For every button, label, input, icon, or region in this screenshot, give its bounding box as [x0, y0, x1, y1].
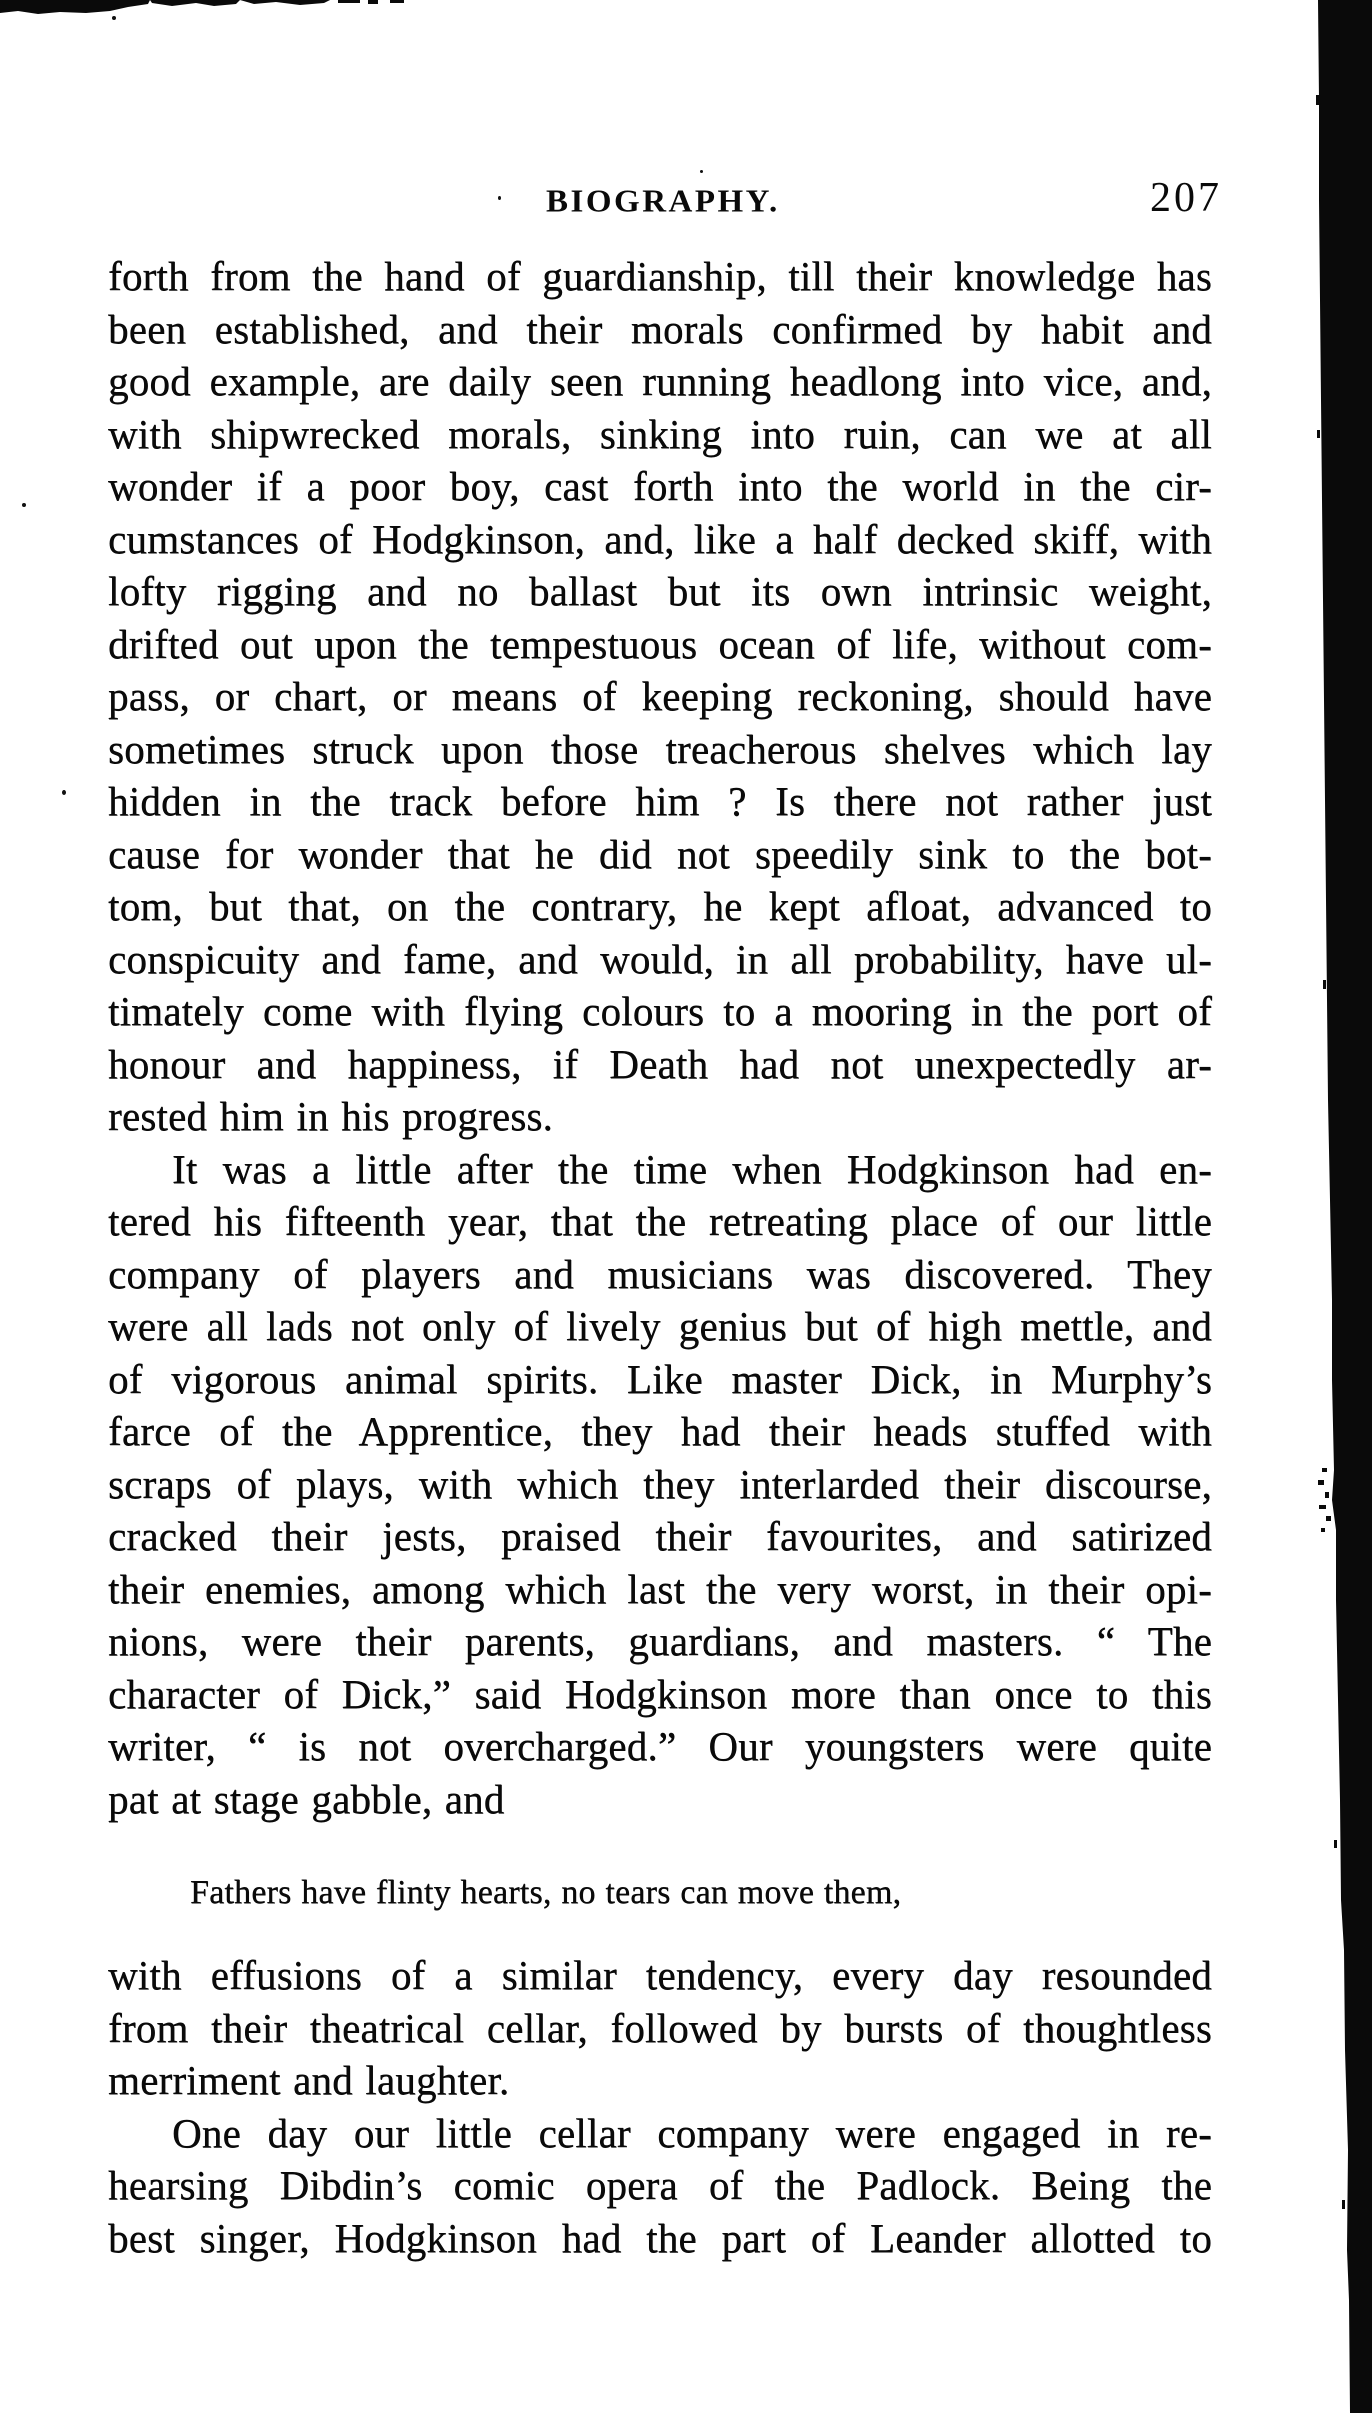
text-line: with effusions of a similar tendency, every day resounded [108, 1952, 1212, 1998]
text-line: best singer, Hodgkinson had the part of Leander allotted to [108, 2214, 1212, 2261]
scan-speckle [498, 196, 501, 200]
text-line: writer, “ is not overcharged.” Our youngsters were quite [108, 1723, 1212, 1769]
text-line: conspicuity and fame, and would, in all probability, have ul- [108, 935, 1212, 982]
text-line: It was a little after the time when Hodgkinson had en- [172, 1145, 1212, 1192]
text-line: tered his fifteenth year, that the retreating place of our little [108, 1198, 1212, 1244]
text-line: of vigorous animal spirits. Like master Dick, in Murphy’s [108, 1355, 1212, 1402]
text-line: hearsing Dibdin’s comic opera of the Padlock. Being the [108, 2162, 1212, 2208]
text-line: cumstances of Hodgkinson, and, like a half decked skiff, with [108, 515, 1212, 562]
text-line: tom, but that, on the contrary, he kept afloat, advanced to [108, 883, 1212, 929]
scan-speckle [700, 170, 703, 173]
paragraph [108, 2107, 1212, 2265]
text-line: hidden in the track before him ? Is there not rather just [108, 778, 1212, 824]
text-line: farce of the Apprentice, they had their heads stuffed with [108, 1408, 1212, 1454]
verse-quote [108, 1871, 1212, 1915]
running-header-title: BIOGRAPHY. [546, 184, 780, 220]
scan-speckle [22, 503, 26, 507]
text-line: rested him in his progress. [108, 1093, 553, 1139]
text-block [108, 250, 1212, 2264]
text-line: good example, are daily seen running headlong into vice, and, [108, 358, 1212, 404]
scan-speckle [112, 16, 116, 20]
text-line: nions, were their parents, guardians, and masters. “ The [108, 1618, 1212, 1664]
text-line: drifted out upon the tempestuous ocean of life, without com- [108, 620, 1212, 667]
text-line: timately come with flying colours to a mooring in the port of [108, 988, 1212, 1034]
text-line: One day our little cellar company were engaged in re- [172, 2109, 1212, 2156]
scan-edge-strip [1292, 0, 1372, 2413]
paragraph [108, 1143, 1212, 1826]
text-line: lofty rigging and no ballast but its own intrinsic weight, [108, 568, 1212, 614]
text-line: merriment and laughter. [108, 2057, 510, 2103]
text-line: sometimes struck upon those treacherous shelves which lay [108, 725, 1212, 772]
text-line: scraps of plays, with which they interlarded their discourse, [108, 1460, 1212, 1507]
text-line: with shipwrecked morals, sinking into ruin, can we at all [108, 410, 1212, 457]
text-line: pat at stage gabble, and [108, 1775, 505, 1822]
page-number: 207 [1150, 175, 1222, 221]
paragraph [108, 1949, 1212, 2107]
text-line: been established, and their morals confirmed by habit and [108, 305, 1212, 352]
text-line: were all lads not only of lively genius but of high mettle, and [108, 1303, 1212, 1349]
paragraph [108, 250, 1212, 1143]
text-line: forth from the hand of guardianship, till their knowledge has [108, 253, 1212, 299]
text-line: cause for wonder that he did not speedily sink to the bot- [108, 830, 1212, 877]
text-line: cracked their jests, praised their favourites, and satirized [108, 1513, 1212, 1559]
text-line: company of players and musicians was discovered. They [108, 1250, 1212, 1297]
text-line: honour and happiness, if Death had not unexpectedly ar- [108, 1040, 1212, 1087]
text-line: character of Dick,” said Hodgkinson more than once to this [108, 1670, 1212, 1717]
text-line: wonder if a poor boy, cast forth into the world in the cir- [108, 463, 1212, 509]
ink-smudge-top-left [0, 0, 430, 30]
text-line: pass, or chart, or means of keeping reckoning, should have [108, 673, 1212, 719]
scan-speckle [62, 790, 66, 795]
text-line: from their theatrical cellar, followed by bursts of thoughtless [108, 2004, 1212, 2051]
text-line: Fathers have flinty hearts, no tears can move them, [190, 1874, 902, 1911]
text-line: their enemies, among which last the very worst, in their opi- [108, 1565, 1212, 1612]
